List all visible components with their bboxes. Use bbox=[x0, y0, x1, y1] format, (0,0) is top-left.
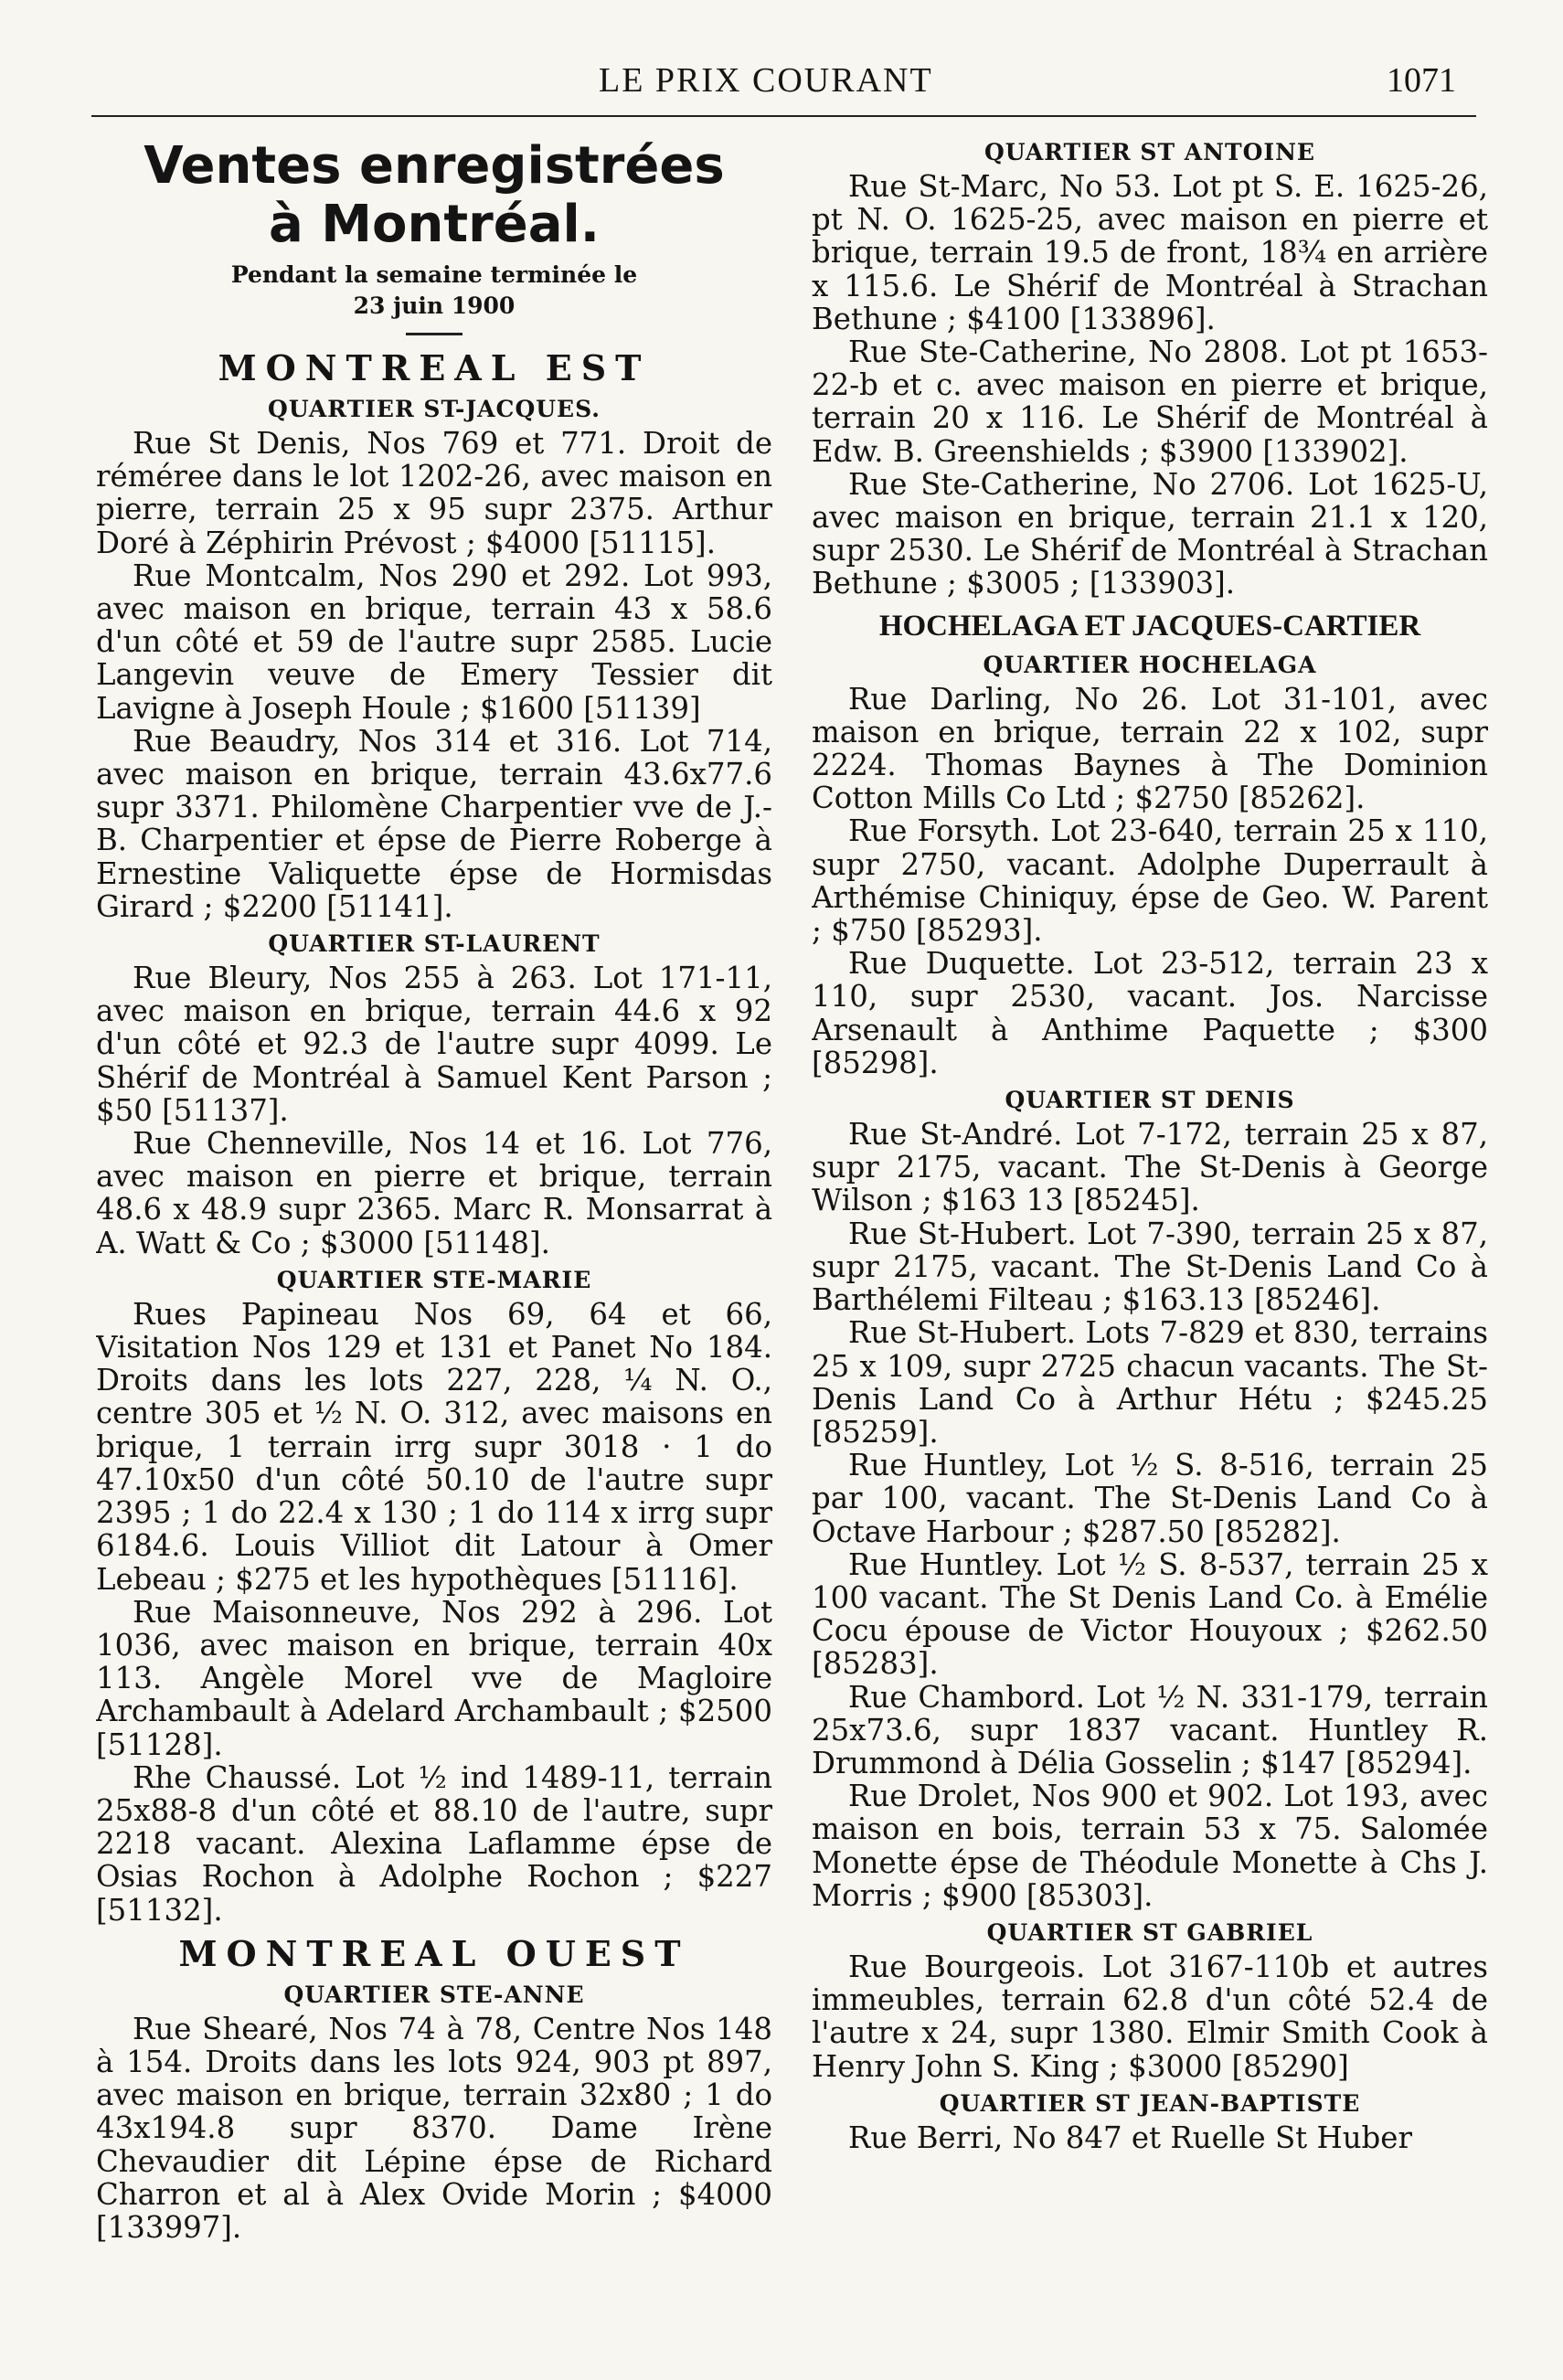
sale-entry: Rue Berri, No 847 et Ruelle St Huber bbox=[848, 2120, 1412, 2155]
quarter-heading: QUARTIER ST-JACQUES. bbox=[268, 396, 601, 422]
sale-entry: Rue Montcalm, Nos 290 et 292. Lot 993, avec maison en brique, terrain 43 x 58.6 d'un côté et 59 de l'autre supr 2585. Lucie Langevin veuve de Emery Tessier dit Lavigne à Joseph Houle ; $1600 [51139] bbox=[96, 558, 772, 726]
sale-entry: Rue St-Hubert. Lots 7-829 et 830, terrains 25 x 109, supr 2725 chacun vacants. The St-Denis Land Co à Arthur Hétu ; $245.25 [85259]. bbox=[812, 1315, 1488, 1450]
quarter-heading: QUARTIER ST-LAURENT bbox=[268, 930, 601, 958]
sale-entry: Rue St-Marc, No 53. Lot pt S. E. 1625-26, pt N. O. 1625-25, avec maison en pierre et brique, terrain 19.5 de front, 18¾ en arrière x 115.6. Le Shérif de Montréal à Strachan Bethune ; $4100 [133896]. bbox=[812, 169, 1488, 336]
quarter-heading: QUARTIER STE-ANNE bbox=[283, 1981, 585, 2008]
title-rule bbox=[406, 333, 463, 335]
sale-entry: Rue Huntley. Lot ½ S. 8-537, terrain 25 x 100 vacant. The St Denis Land Co. à Emélie Cocu épouse de Victor Houyoux ; $262.50 [85283]. bbox=[812, 1546, 1488, 1682]
quarter-heading: QUARTIER ST DENIS bbox=[1005, 1087, 1295, 1114]
running-title: LE PRIX COURANT bbox=[599, 61, 933, 100]
sale-entry: Rhe Chaussé. Lot ½ ind 1489-11, terrain 25x88-8 d'un côté et 88.10 de l'autre, supr 2218 vacant. Alexina Laflamme épse de Osias Rochon à Adolphe Rochon ; $227 [51132]. bbox=[96, 1759, 772, 1928]
quarter-heading: QUARTIER STE-MARIE bbox=[276, 1266, 592, 1293]
subtitle-line-2: 23 juin 1900 bbox=[353, 292, 516, 319]
sale-entry: Rue St-Hubert. Lot 7-390, terrain 25 x 87, supr 2175, vacant. The St-Denis Land Co à Barthélemi Filteau ; $163.13 [85246]. bbox=[812, 1216, 1488, 1318]
sale-entry: Rue Chambord. Lot ½ N. 331-179, terrain 25x73.6, supr 1837 vacant. Huntley R. Drummond à Délia Gosselin ; $147 [85294]. bbox=[812, 1679, 1488, 1780]
page-number: 1071 bbox=[1387, 61, 1456, 100]
quarter-heading: QUARTIER ST GABRIEL bbox=[986, 1918, 1313, 1946]
quarter-heading: QUARTIER ST JEAN-BAPTISTE bbox=[939, 2089, 1361, 2117]
sale-entry: Rue Ste-Catherine, No 2706. Lot 1625-U, avec maison en brique, terrain 21.1 x 120, supr 2530. Le Shérif de Montréal à Strachan Bethune ; $3005 ; [133903]. bbox=[812, 466, 1488, 601]
sale-entry: Rue Maisonneuve, Nos 292 à 296. Lot 1036, avec maison en brique, terrain 40x 113. Angèle Morel vve de Magloire Archambault à Adelard Archambault ; $2500 [51128]. bbox=[96, 1594, 772, 1762]
left-column bbox=[96, 137, 772, 2349]
sale-entry: Rue Beaudry, Nos 314 et 316. Lot 714, avec maison en brique, terrain 43.6x77.6 supr 3371. Philomène Charpentier vve de J.-B. Charpentier et épse de Pierre Roberge à Ernestine Valiquette épse de Hormisdas Girard ; $2200 [51141]. bbox=[96, 723, 772, 924]
article-title-line-2: à Montréal. bbox=[269, 195, 600, 254]
quarter-heading: QUARTIER ST ANTOINE bbox=[984, 139, 1315, 165]
sale-entry: Rue Ste-Catherine, No 2808. Lot pt 1653-22-b et c. avec maison en pierre et brique, terrain 20 x 116. Le Shérif de Montréal à Edw. B. Greenshields ; $3900 [133902]. bbox=[812, 335, 1488, 469]
subtitle-line-1: Pendant la semaine terminée le bbox=[230, 261, 638, 288]
sale-entry: Rue Darling, No 26. Lot 31-101, avec maison en brique, terrain 22 x 102, supr 2224. Thomas Baynes à The Dominion Cotton Mills Co Ltd ; $2750 [85262]. bbox=[812, 681, 1488, 816]
district-heading: HOCHELAGA ET JACQUES-CARTIER bbox=[878, 609, 1421, 643]
article-subtitle bbox=[96, 260, 772, 322]
sale-entry: Rue St-André. Lot 7-172, terrain 25 x 87, supr 2175, vacant. The St-Denis à George Wilson ; $163 13 [85245]. bbox=[812, 1117, 1488, 1218]
right-column bbox=[812, 137, 1488, 2349]
article-title bbox=[96, 137, 772, 254]
sale-entry: Rue Drolet, Nos 900 et 902. Lot 193, avec maison en bois, terrain 53 x 75. Salomée Monette épse de Théodule Monette à Chs J. Morris ; $900 [85303]. bbox=[812, 1779, 1488, 1913]
sale-entry: Rue Bourgeois. Lot 3167-110b et autres immeubles, terrain 62.8 d'un côté 52.4 de l'autre x 24, supr 1380. Elmir Smith Cook à Henry John S. King ; $3000 [85290] bbox=[812, 1949, 1488, 2084]
sale-entry: Rue Bleury, Nos 255 à 263. Lot 171-11, avec maison en brique, terrain 44.6 x 92 d'un côté et 92.3 de l'autre supr 4099. Le Shérif de Montréal à Samuel Kent Parson ; $50 [51137]. bbox=[96, 961, 772, 1128]
sale-entry: Rue St Denis, Nos 769 et 771. Droit de réméree dans le lot 1202-26, avec maison en pierre, terrain 25 x 95 supr 2375. Arthur Doré à Zéphirin Prévost ; $4000 [51115]. bbox=[96, 426, 772, 560]
sale-entry: Rues Papineau Nos 69, 64 et 66, Visitation Nos 129 et 131 et Panet No 184. Droits dans les lots 227, 228, ¼ N. O., centre 305 et ½ N. O. 312, avec maisons en brique, 1 terrain irrg supr 3018 · 1 do 47.10x50 d'un côté 50.10 de l'autre supr 2395 ; 1 do 22.4 x 130 ; 1 do 114 x irrg supr 6184.6. Louis Villiot dit Latour à Omer Lebeau ; $275 et les hypothèques [51116]. bbox=[96, 1296, 772, 1597]
sale-entry: Rue Chenneville, Nos 14 et 16. Lot 776, avec maison en pierre et brique, terrain 48.6 x 48.9 supr 2365. Marc R. Monsarrat à A. Watt & Co ; $3000 [51148]. bbox=[96, 1126, 772, 1260]
sale-entry: Rue Duquette. Lot 23-512, terrain 23 x 110, supr 2530, vacant. Jos. Narcisse Arsenault à Anthime Paquette ; $300 [85298]. bbox=[812, 946, 1488, 1080]
article-title-line-1: Ventes enregistrées bbox=[144, 137, 725, 196]
quarter-heading: QUARTIER HOCHELAGA bbox=[983, 651, 1317, 678]
sale-entry: Rue Shearé, Nos 74 à 78, Centre Nos 148 à 154. Droits dans les lots 924, 903 pt 897, avec maison en brique, terrain 32x80 ; 1 do 43x194.8 supr 8370. Dame Irène Chevaudier dit Lépine épse de Richard Charron et al à Alex Ovide Morin ; $4000 [133997]. bbox=[96, 2011, 772, 2245]
header-rule bbox=[91, 115, 1476, 117]
sale-entry: Rue Forsyth. Lot 23-640, terrain 25 x 110, supr 2750, vacant. Adolphe Duperrault à Arthémise Chiniquy, épse de Geo. W. Parent ; $750 [85293]. bbox=[812, 813, 1488, 949]
district-heading: MONTREAL EST bbox=[218, 347, 651, 388]
district-heading: MONTREAL OUEST bbox=[178, 1932, 690, 1974]
sale-entry: Rue Huntley, Lot ½ S. 8-516, terrain 25 par 100, vacant. The St-Denis Land Co à Octave Harbour ; $287.50 [85282]. bbox=[812, 1448, 1488, 1549]
page-header bbox=[91, 57, 1476, 121]
